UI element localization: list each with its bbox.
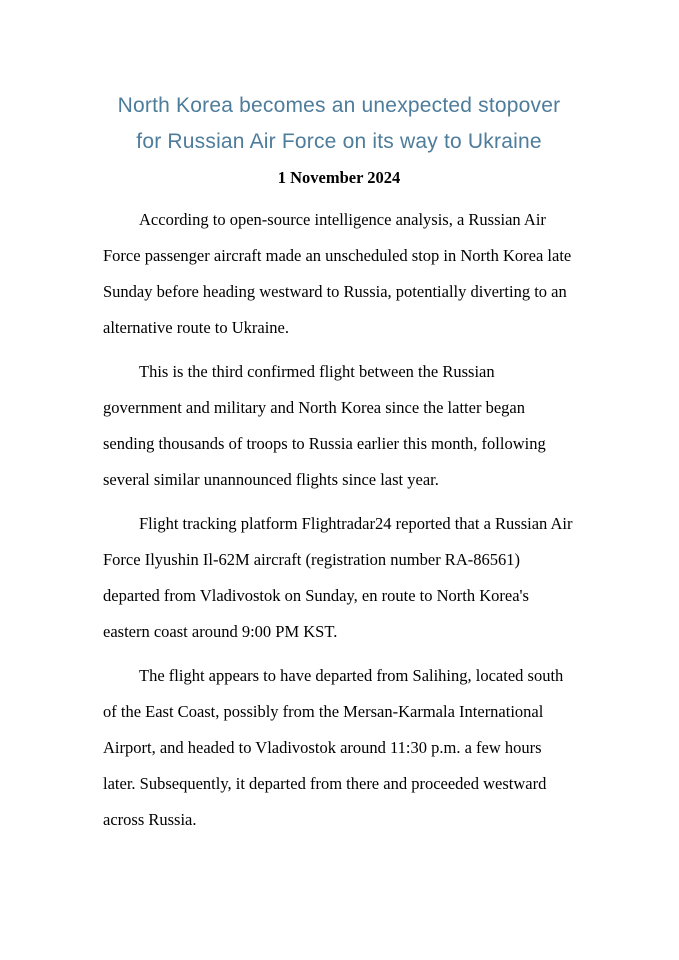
article-title-line-2: for Russian Air Force on its way to Ukraine — [136, 130, 542, 153]
article-paragraph-3: Flight tracking platform Flightradar24 reported that a Russian Air Force Ilyushin Il-62M aircraft (registration number RA-86561) departed from Vladivostok on Sunday, en route to North Korea's eastern coast around 9:00 PM KST. — [103, 514, 573, 641]
article-paragraph-4: The flight appears to have departed from Salihing, located south of the East Coast, possibly from the Mersan-Karmala International Airport, and headed to Vladivostok around 11:30 p.m. a few hours later. Subsequently, it departed from there and proceeded westward across Russia. — [103, 666, 564, 829]
article-paragraph-1: According to open-source intelligence analysis, a Russian Air Force passenger aircraft made an unscheduled stop in North Korea late Sunday before heading westward to Russia, potentially diverting to an alternative route to Ukraine. — [103, 210, 572, 337]
article-body — [103, 202, 575, 838]
article-paragraph-2: This is the third confirmed flight between the Russian government and military and North Korea since the latter began sending thousands of troops to Russia earlier this month, following several similar unannounced flights since last year. — [103, 362, 546, 489]
article-title — [103, 88, 575, 160]
article-title-line-1: North Korea becomes an unexpected stopover — [117, 94, 561, 117]
article-date: 1 November 2024 — [277, 168, 401, 187]
